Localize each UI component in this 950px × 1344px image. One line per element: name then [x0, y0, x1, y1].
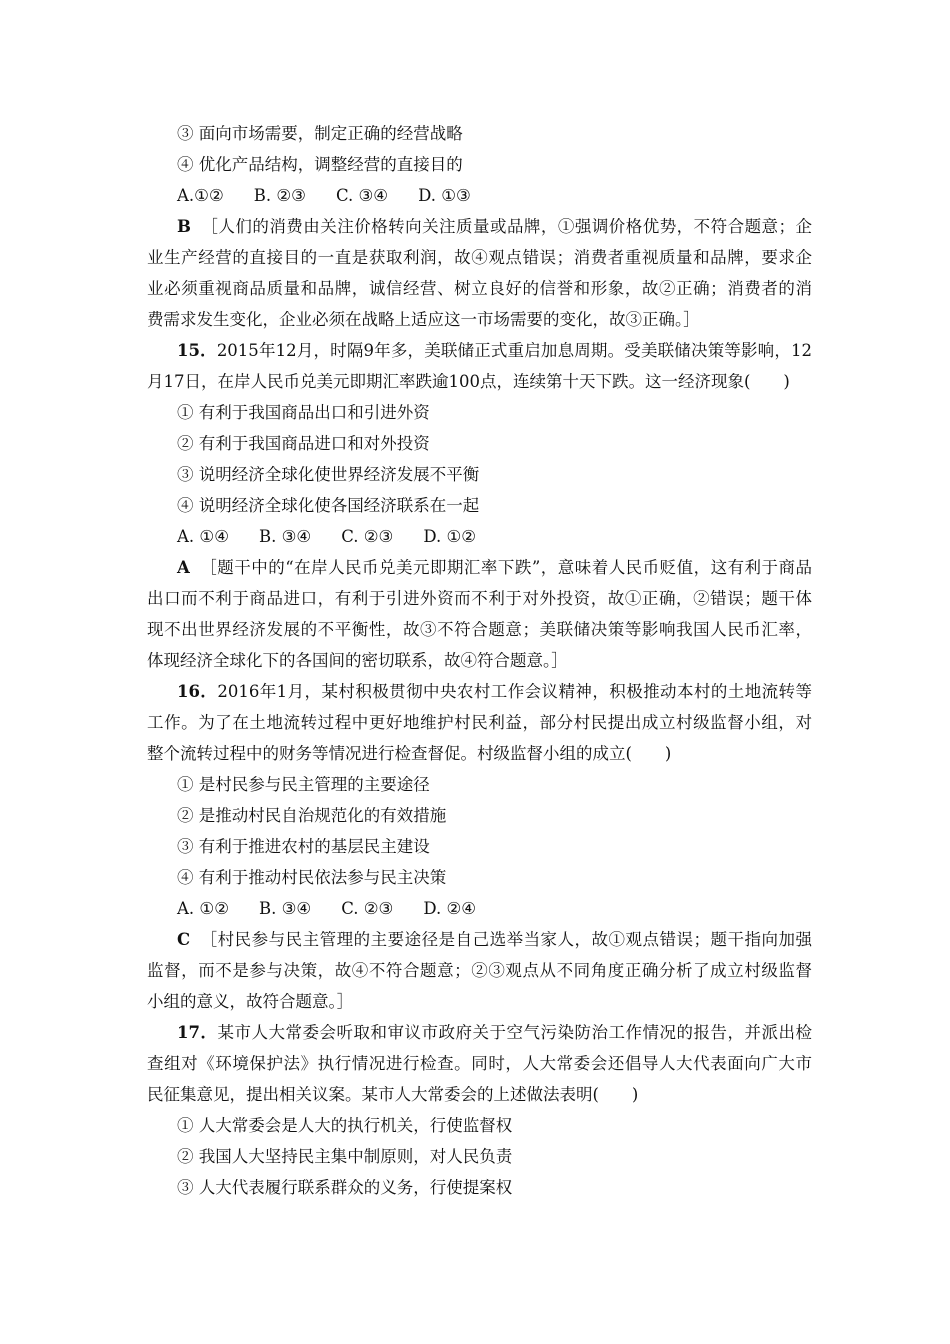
q16-stem-line-1: 16．2016年1月，某村积极贯彻中央农村工作会议精神，积极推动本村的土地流转等	[177, 682, 812, 701]
q15-option-a: A. ①④	[177, 527, 229, 546]
q16-number: 16．	[177, 682, 218, 701]
q15-item-3: ③ 说明经济全球化使世界经济发展不平衡	[177, 465, 480, 484]
q14-explanation-line-1: B ［人们的消费由关注价格转向关注质量或品牌，①强调价格优势，不符合题意；企	[177, 217, 812, 236]
q15-item-4: ④ 说明经济全球化使各国经济联系在一起	[177, 496, 480, 515]
q14-option-c: C. ③④	[335, 186, 389, 205]
q16-stem-line-2: 工作。为了在土地流转过程中更好地维护村民利益，部分村民提出成立村级监督小组，对	[147, 713, 812, 732]
q14-option-d: D. ①③	[418, 186, 471, 205]
q16-item-4: ④ 有利于推动村民依法参与民主决策	[177, 868, 447, 887]
q17-item-3: ③ 人大代表履行联系群众的义务，行使提案权	[177, 1178, 513, 1197]
q15-stem-line-1: 15．2015年12月，时隔9年多，美联储正式重启加息周期。受美联储决策等影响，12	[177, 341, 812, 360]
q14-item-4: ④ 优化产品结构，调整经营的直接目的	[177, 155, 463, 174]
q15-option-d: D. ①②	[423, 527, 477, 546]
q16-option-b: B. ③④	[259, 899, 312, 918]
q17-stem-line-3: 民征集意见，提出相关议案。某市人大常委会的上述做法表明( )	[147, 1085, 639, 1104]
q15-item-1: ① 有利于我国商品出口和引进外资	[177, 403, 430, 422]
q14-item-3: ③ 面向市场需要，制定正确的经营战略	[177, 124, 463, 143]
q14-option-a: A.①②	[177, 186, 224, 205]
q15-explanation-line-3: 现不出世界经济发展的不平衡性，故③不符合题意；美联储决策等影响我国人民币汇率，	[147, 620, 812, 639]
q16-explanation-line-1: C ［村民参与民主管理的主要途径是自己选举当家人，故①观点错误；题干指向加强	[177, 930, 812, 949]
q17-stem-line-1: 17．某市人大常委会听取和审议市政府关于空气污染防治工作情况的报告，并派出检	[177, 1023, 812, 1042]
q16-explanation-line-2: 监督，而不是参与决策，故④不符合题意；②③观点从不同角度正确分析了成立村级监督	[147, 961, 812, 980]
q17-stem-line-2: 查组对《环境保护法》执行情况进行检查。同时，人大常委会还倡导人大代表面向广大市	[147, 1054, 812, 1073]
q15-option-c: C. ②③	[341, 527, 394, 546]
q15-option-b: B. ③④	[259, 527, 312, 546]
q14-explanation-line-4: 费需求发生变化，企业必须在战略上适应这一市场需要的变化，故③正确。］	[147, 310, 700, 329]
q14-explanation-line-2: 业生产经营的直接目的一直是获取利润，故④观点错误；消费者重视质量和品牌，要求企	[147, 248, 812, 267]
q16-stem-line-3: 整个流转过程中的财务等情况进行检查督促。村级监督小组的成立( )	[147, 744, 672, 763]
q16-option-c: C. ②③	[341, 899, 394, 918]
q16-option-d: D. ②④	[423, 899, 477, 918]
q17-number: 17．	[177, 1023, 218, 1042]
q17-item-2: ② 我国人大坚持民主集中制原则，对人民负责	[177, 1147, 513, 1166]
q16-item-2: ② 是推动村民自治规范化的有效措施	[177, 806, 447, 825]
q16-answer: C	[177, 930, 191, 949]
q15-options	[147, 521, 812, 552]
q15-item-2: ② 有利于我国商品进口和对外投资	[177, 434, 430, 453]
q17-item-1: ① 人大常委会是人大的执行机关，行使监督权	[177, 1116, 513, 1135]
document-content	[147, 118, 812, 1203]
q15-explanation-line-4: 体现经济全球化下的各国间的密切联系，故④符合题意。］	[147, 651, 568, 670]
q15-explanation-line-2: 出口而不利于商品进口，有利于引进外资而不利于对外投资，故①正确，②错误；题干体	[147, 589, 812, 608]
q16-option-a: A. ①②	[177, 899, 229, 918]
q14-options	[147, 180, 812, 211]
q15-answer: A	[177, 558, 190, 577]
q16-options	[147, 893, 812, 924]
q14-option-b: B. ②③	[253, 186, 306, 205]
q16-item-1: ① 是村民参与民主管理的主要途径	[177, 775, 430, 794]
q15-explanation-line-1: A ［题干中的“在岸人民币兑美元即期汇率下跌”，意味着人民币贬值，这有利于商品	[177, 558, 812, 577]
q14-answer: B	[177, 217, 191, 236]
q16-explanation-line-3: 小组的意义，故符合题意。］	[147, 992, 354, 1011]
q15-stem-line-2: 月17日，在岸人民币兑美元即期汇率跌逾100点，连续第十天下跌。这一经济现象( )	[147, 372, 790, 391]
q14-explanation-line-3: 业必须重视商品质量和品牌，诚信经营、树立良好的信誉和形象，故②正确；消费者的消	[147, 279, 812, 298]
q15-number: 15．	[177, 341, 217, 360]
q16-item-3: ③ 有利于推进农村的基层民主建设	[177, 837, 430, 856]
